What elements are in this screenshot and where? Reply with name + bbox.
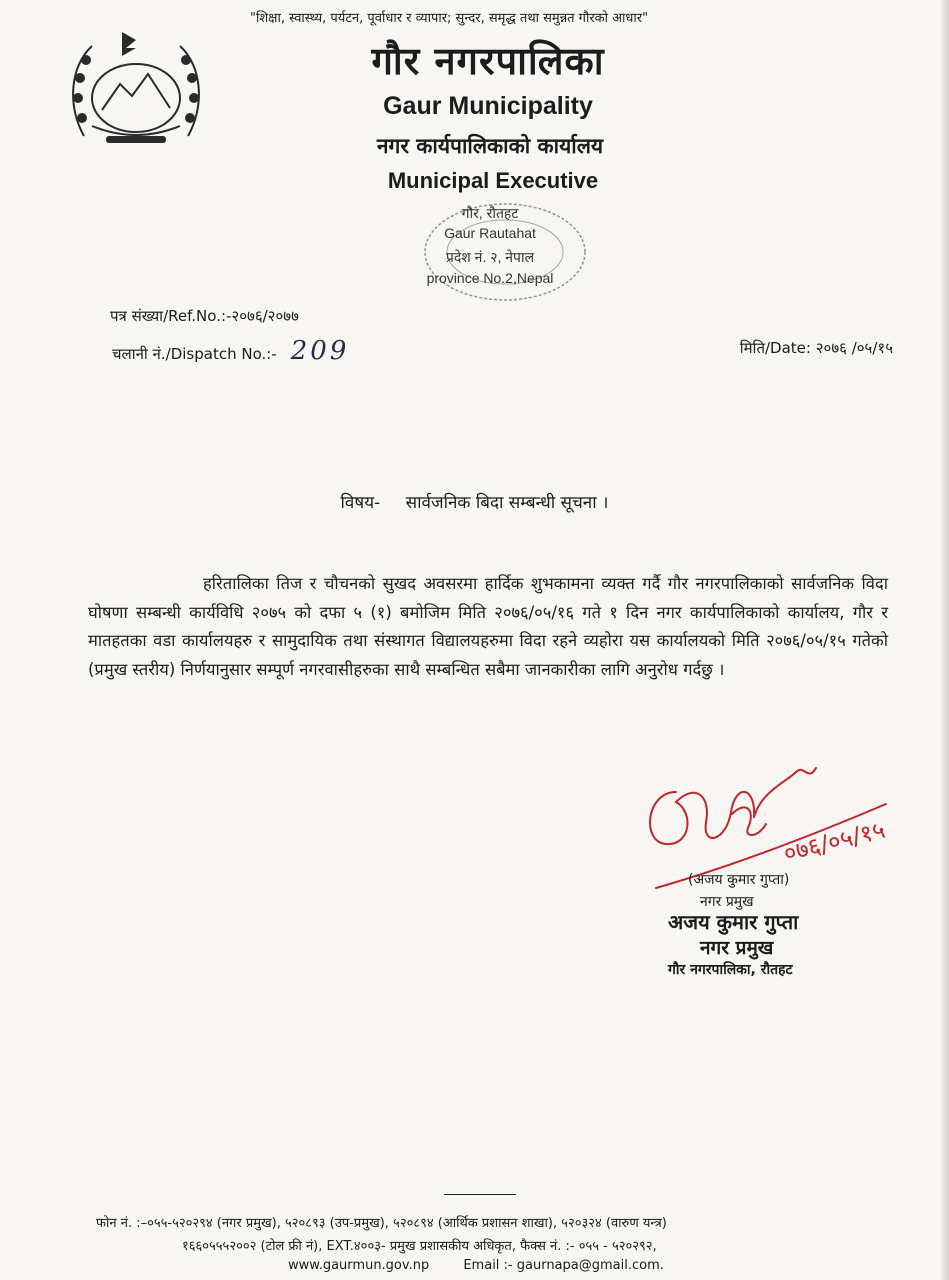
province-nepali: प्रदेश नं. २, नेपाल xyxy=(445,249,535,265)
subject-label: विषय- xyxy=(340,493,381,513)
dispatch-line xyxy=(112,336,349,366)
municipality-motto: "शिक्षा, स्वास्थ्य, पर्यटन, पूर्वाधार र व्यापार; सुन्दर, समृद्ध तथा समुन्नत गौरको आधार" xyxy=(250,11,649,26)
subject-text: सार्वजनिक बिदा सम्बन्धी सूचना । xyxy=(405,493,609,513)
seal-place: गौर नगरपालिका, रौतहट xyxy=(668,962,793,978)
address-english: Gaur Rautahat xyxy=(444,225,536,241)
subject-line xyxy=(0,490,949,513)
seal-name: अजय कुमार गुप्ता xyxy=(668,910,799,934)
signature-date: ०७६/०५/१५ xyxy=(780,815,888,868)
footer-phone-line: फोन नं. :–०५५-५२०२९४ (नगर प्रमुख), ५२०८९३ (उप-प्रमुख), ५२०८९४ (आर्थिक प्रशासन शाखा), ५२०३२४ (वारुण यन्त्र) xyxy=(96,1216,667,1231)
seal-title: नगर प्रमुख xyxy=(700,937,774,959)
dispatch-number: 209 xyxy=(290,336,350,366)
reference-number: पत्र संख्या/Ref.No.:-२०७६/२०७७ xyxy=(110,307,299,325)
address-nepali: गौर, रौतहट xyxy=(461,205,519,221)
footer-toll-line: १६६०५५५२००२ (टोल फ्री नं), EXT.४००३- प्रमुख प्रशासकीय अधिकृत, फैक्स नं. :- ०५५ - ५२०२९२, xyxy=(182,1239,657,1254)
office-name-english: Municipal Executive xyxy=(387,168,599,193)
dispatch-label: चलानी नं./Dispatch No.:- xyxy=(112,345,277,363)
letter-date: मिति/Date: २०७६ /०५/१५ xyxy=(739,339,893,357)
province-english: province No.2,Nepal xyxy=(426,270,554,286)
footer-divider xyxy=(444,1194,516,1195)
signatory-title: नगर प्रमुख xyxy=(700,894,754,910)
office-name-nepali: नगर कार्यपालिकाको कार्यालय xyxy=(376,134,604,158)
page-edge-shadow xyxy=(939,0,949,1280)
website-link[interactable]: www.gaurmun.gov.np xyxy=(288,1258,430,1273)
municipality-name-english: Gaur Municipality xyxy=(383,92,593,120)
signatory-name: (अजय कुमार गुप्ता) xyxy=(688,872,790,888)
nepal-emblem-icon xyxy=(62,26,210,150)
municipality-name-nepali: गौर नगरपालिका xyxy=(371,39,605,83)
footer-web-line xyxy=(288,1258,949,1273)
email-link[interactable]: Email :- gaurnapa@gmail.com. xyxy=(463,1258,664,1273)
notice-body: हरितालिका तिज र चौचनको सुखद अवसरमा हार्दिक शुभकामना व्यक्त गर्दै गौर नगरपालिकाको सार्वजनिक विदा घोषणा सम्बन्धी कार्यविधि २०७५ को दफा ५ (१) बमोजिम मिति २०७६/०५/१६ गते १ दिन नगर कार्यपालिकाको कार्यालय, गौर र मातहतका वडा कार्यालयहरु र सामुदायिक तथा संस्थागत विद्यालयहरुमा विदा रहने व्यहोरा यस कार्यालयको मिति २०७६/०५/१५ गतेको (प्रमुख स्तरीय) निर्णयानुसार सम्पूर्ण नगरवासीहरुका साथै सम्बन्धित सबैमा जानकारीका लागि अनुरोध गर्दछु । xyxy=(88,574,888,679)
